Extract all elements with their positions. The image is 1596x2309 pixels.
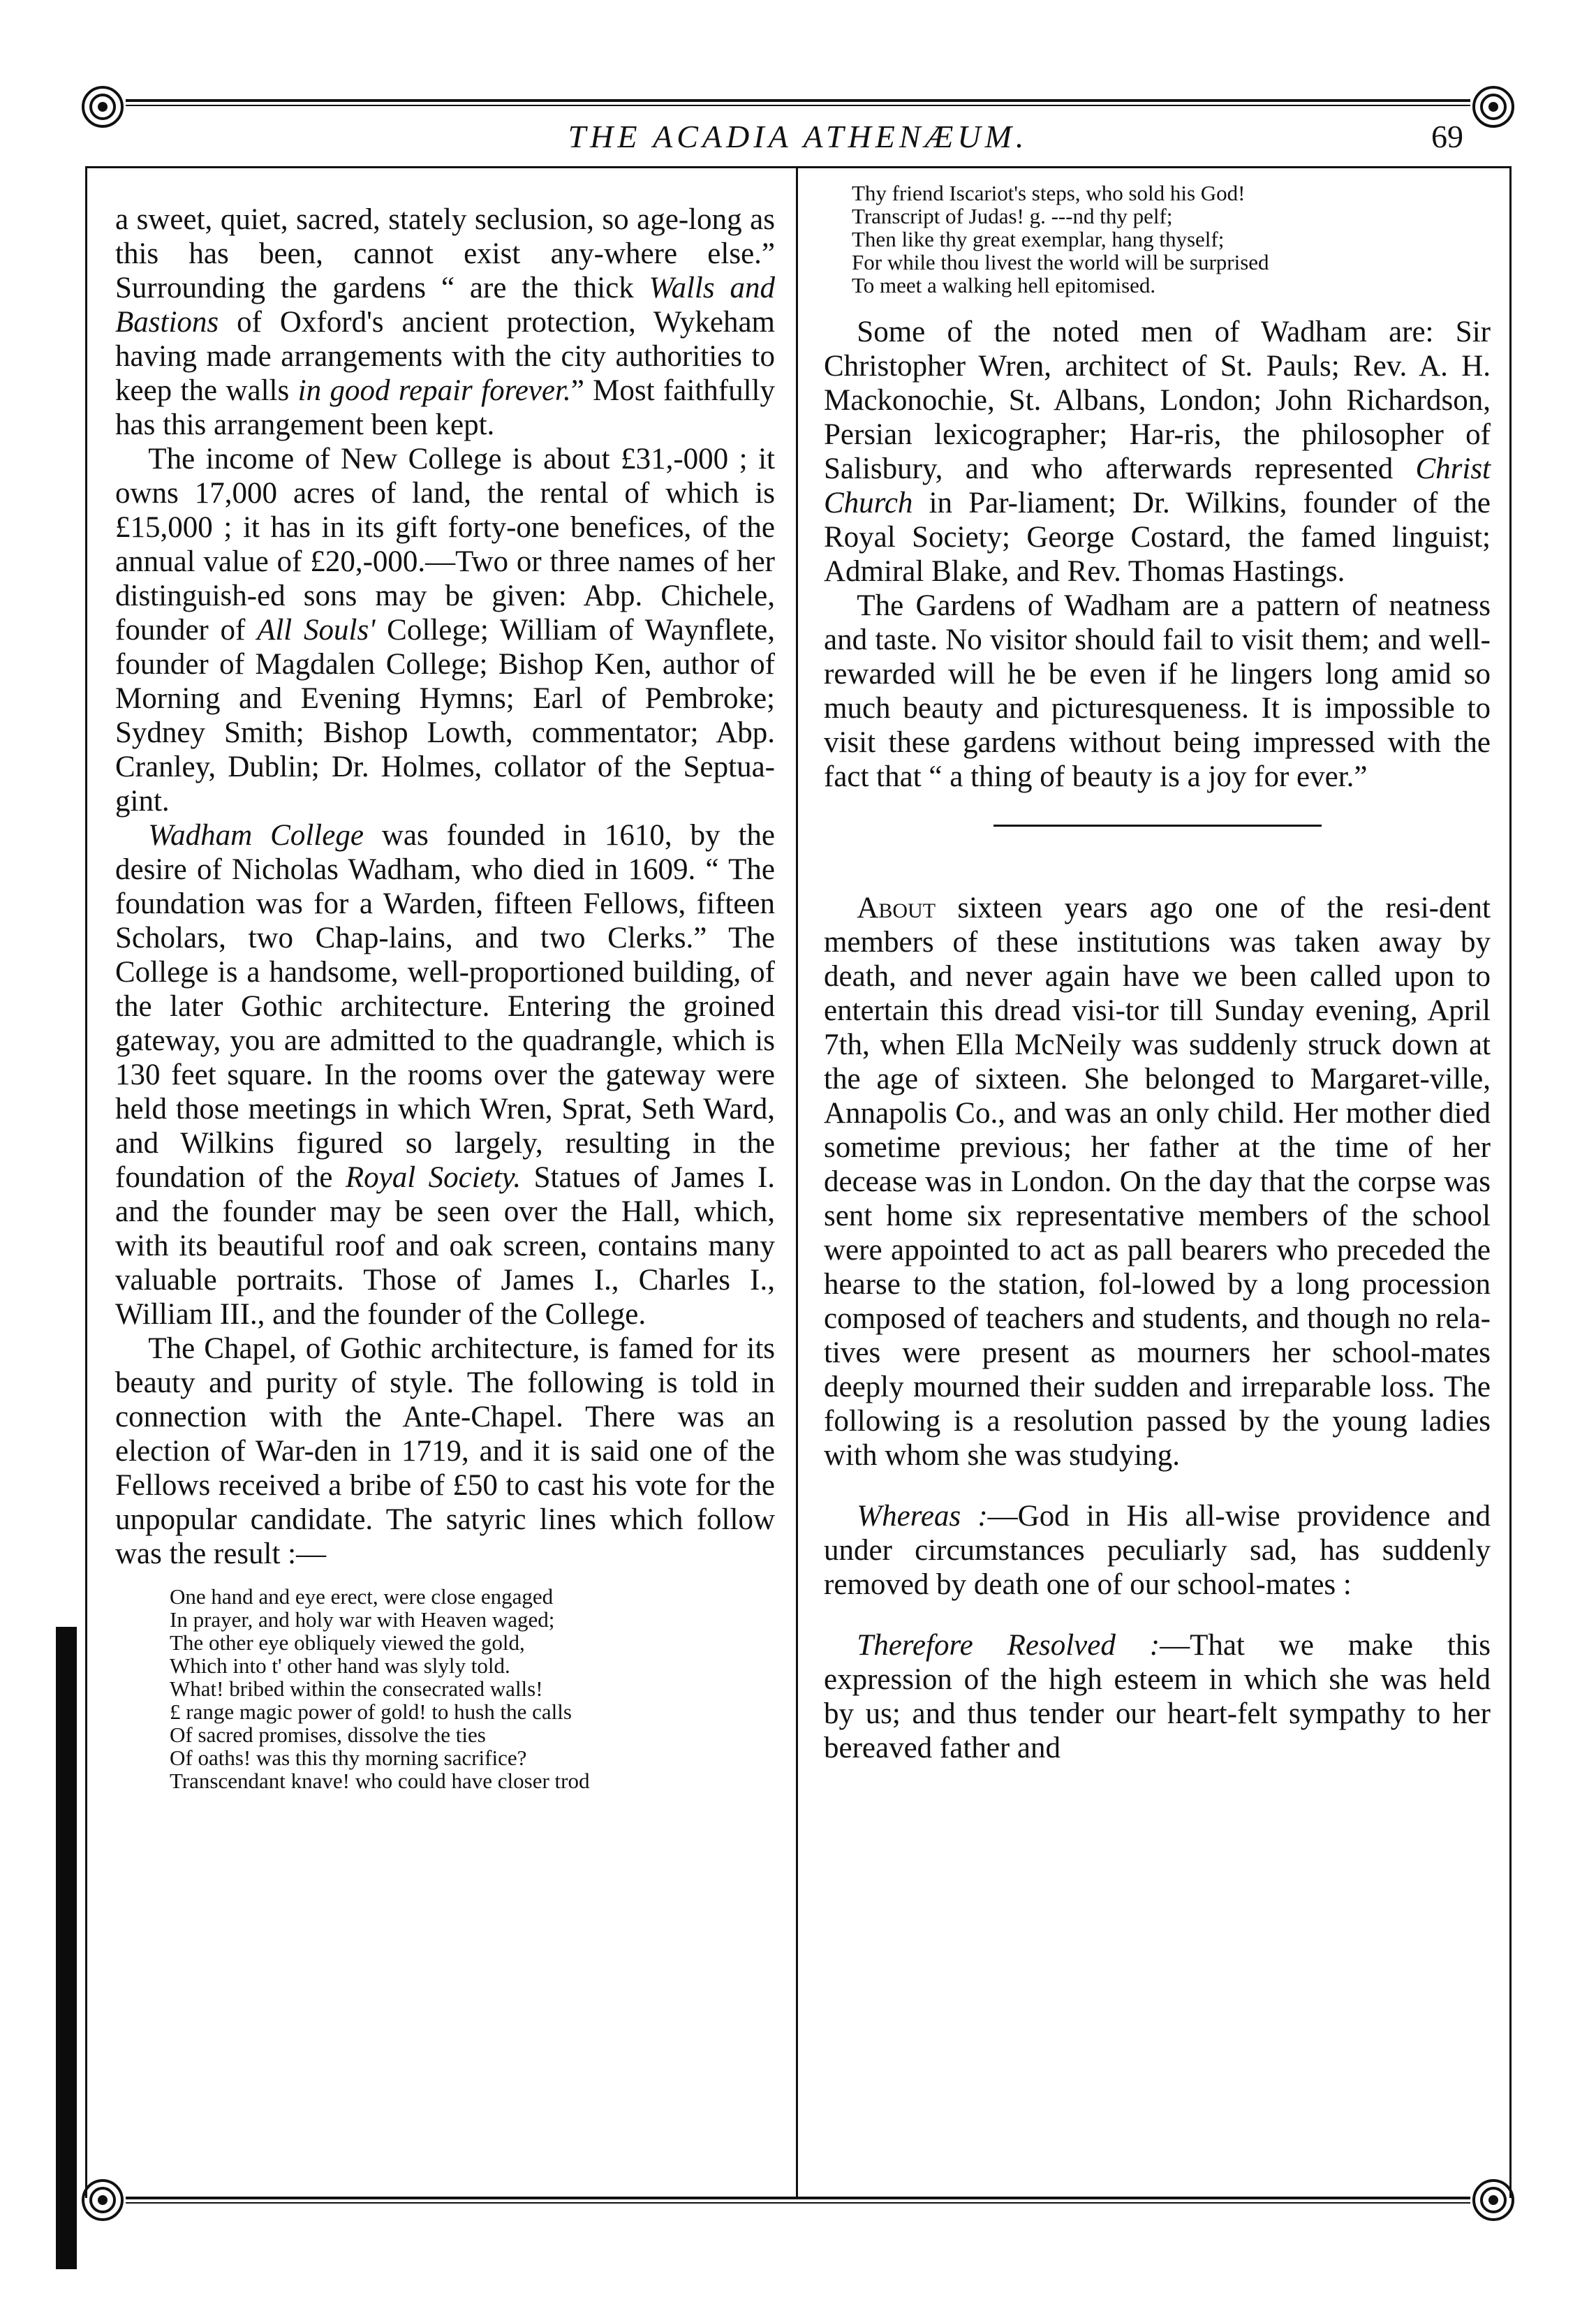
top-border-rule-thin [126,105,1470,106]
paragraph: Whereas :—God in His all-wise providence and under circumstances peculiarly sad, has suddenly removed by death one of our school-mates : [824,1500,1491,1601]
right-column [824,181,1491,1765]
verse-line: Then like thy great exemplar, hang thyself; [852,227,1225,251]
paragraph: Wadham College was founded in 1610, by the desire of Nicholas Wadham, who died in 1609. “ The foundation was for a Warden, fifteen Fellows, fifteen Scholars, two Chap-lains, and two Clerks.” The College is a handsome, well-proportioned building, of the later Gothic architecture. Entering the groined gateway, you are admitted to the quadrangle, which is 130 feet square. In the rooms over the gateway were held those meetings in which Wren, Sprat, Seth Ward, and Wilkins figured so largely, resulting in the foundation of the Royal Society. Statues of James I. and the founder may be seen over the Hall, which, with its beautiful roof and oak screen, contains many valuable portraits. Those of James I., Charles I., William III., and the founder of the College. [115,819,776,1331]
paragraph: The Gardens of Wadham are a pattern of neatness and taste. No visitor should fail to visit them; and well-rewarded will he be even if he lingers long amid so much beauty and picturesqueness. It is impossible to visit these gardens without being impressed with the fact that “ a thing of beauty is a joy for ever.” [824,589,1491,793]
top-border-rule [126,99,1470,102]
paragraph: The Chapel, of Gothic architecture, is famed for its beauty and purity of style. The following is told in connection with the Ante-Chapel. There was an election of War-den in 1719, and it is said one of the Fellows received a bribe of £50 to cast his vote for the unpopular candidate. The satyric lines which follow was the result :— [115,1332,775,1570]
left-column [115,202,775,1792]
verse-block [852,182,1491,297]
verse-line: Transcendant knave! who could have closer trod [170,1769,590,1793]
right-border [1509,166,1512,2198]
verse-line: Thy friend Iscariot's steps, who sold his God! [852,181,1246,205]
verse-line: To meet a walking hell epitomised. [852,273,1156,297]
paragraph: Therefore Resolved :—That we make this expression of the high esteem in which she was held by us; and thus tender our heart-felt sympathy to her bereaved father and [824,1629,1491,1764]
verse-line: Of sacred promises, dissolve the ties [170,1722,486,1747]
verse-line: What! bribed within the consecrated walls! [170,1676,543,1701]
paragraph: The income of New College is about £31,-000 ; it owns 17,000 acres of land, the rental of which is £15,000 ; it has in its gift forty-one benefices, of the annual value of £20,-000.—Two or three names of her distinguish-ed sons may be given: Abp. Chichele, founder of All Souls' College; William of Waynflete, founder of Magdalen College; Bishop Ken, author of Morning and Evening Hymns; Earl of Pembroke; Sydney Smith; Bishop Lowth, commentator; Abp. Cranley, Dublin; Dr. Holmes, collator of the Septua-gint. [115,443,775,818]
section-divider [993,825,1322,827]
verse-line: In prayer, and holy war with Heaven waged; [170,1607,555,1632]
verse-line: £ range magic power of gold! to hush the calls [170,1699,572,1724]
page-number: 69 [1431,119,1463,154]
paragraph: a sweet, quiet, sacred, stately seclusion, so age-long as this has been, cannot exist any-where else.” Surrounding the gardens “ are the thick Walls and Bastions of Oxford's ancient protection, Wykeham having made arrangements with the city authorities to keep the walls in good repair forever.” Most faithfully has this arrangement been kept. [115,203,776,441]
verse-line: Which into t' other hand was slyly told. [170,1653,510,1678]
paragraph: Some of the noted men of Wadham are: Sir Christopher Wren, architect of St. Pauls; Rev. A. H. Mackonochie, St. Albans, London; John Richardson, Persian lexicographer; Har-ris, the philosopher of Salisbury, and who afterwards represented Christ Church in Par-liament; Dr. Wilkins, founder of the Royal Society; George Costard, the famed linguist; Admiral Blake, and Rev. Thomas Hastings. [824,316,1491,588]
paragraph: About sixteen years ago one of the resi-dent members of these institutions was taken away by death, and never again have we been called upon to entertain this dread visi-tor till Sunday evening, April 7th, when Ella McNeily was suddenly struck down at the age of sixteen. She belonged to Margaret-ville, Annapolis Co., and was an only child. Her mother died sometime previous; her father at the time of her decease was in London. On the day that the corpse was sent home six representative members of the school were appointed to act as pall bearers who preceded the hearse to the station, fol-lowed by a long procession composed of teachers and students, and though no rela-tives were present as mourners her school-mates deeply mourned their sudden and irreparable loss. The following is a resolution passed by the young ladies with whom she was studying. [824,892,1491,1472]
verse-line: The other eye obliquely viewed the gold, [170,1630,525,1655]
bottom-border-rule [126,2197,1470,2199]
column-rule [796,166,798,2198]
verse-line: Of oaths! was this thy morning sacrifice? [170,1746,527,1770]
running-head: THE ACADIA ATHENÆUM. [568,119,1028,154]
header-rule [85,166,1511,168]
scan-edge [56,1627,77,2269]
verse-block [170,1585,775,1792]
left-border [85,166,87,2198]
verse-line: For while thou livest the world will be surprised [852,250,1269,274]
verse-line: One hand and eye erect, were close engaged [170,1584,554,1609]
bottom-border-rule-thin [126,2202,1470,2204]
verse-line: Transcript of Judas! g. ---nd thy pelf; [852,204,1173,228]
